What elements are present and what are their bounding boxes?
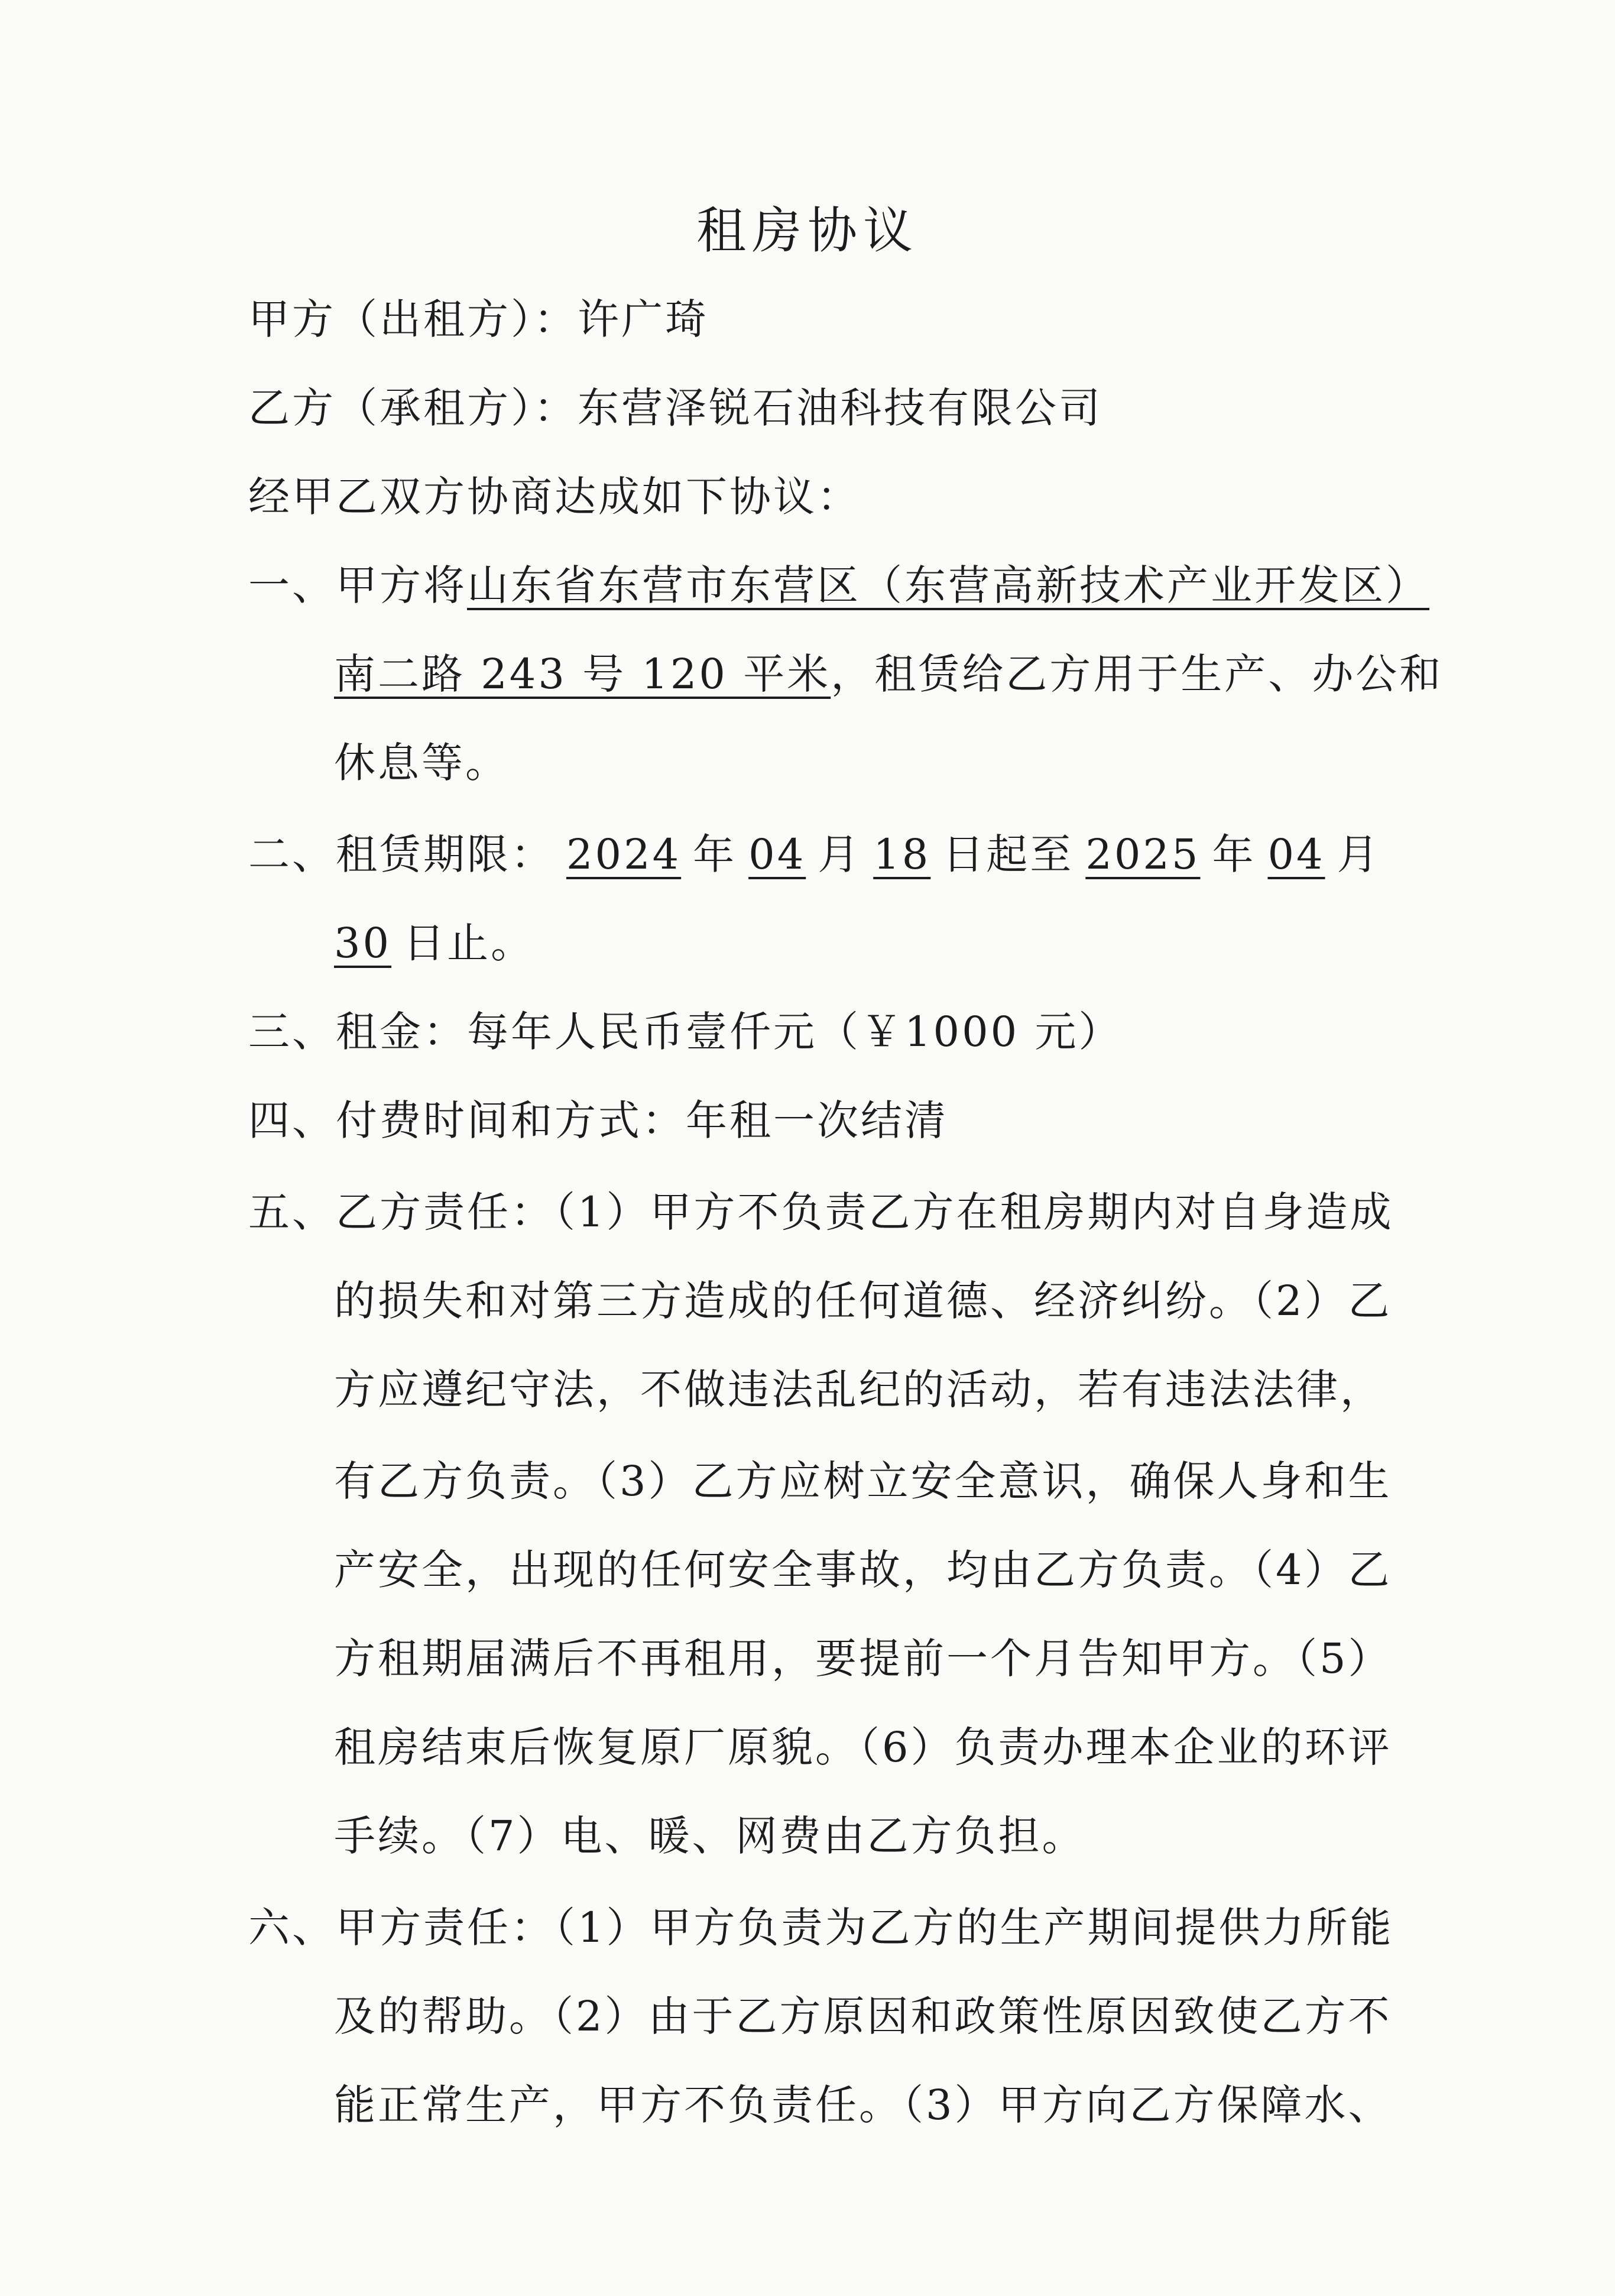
clause1-rest: ，租赁给乙方用于生产、办公和 <box>831 650 1444 698</box>
clause2-line2 <box>334 914 1419 973</box>
end-text: 日止。 <box>403 919 535 967</box>
party-b-name: 东营泽锐石油科技有限公司 <box>578 384 1102 432</box>
clause3-number: 三、 <box>248 1008 336 1056</box>
clause6-text-1: 甲方责任：（1）甲方负责为乙方的生产期间提供力所能 <box>336 1903 1394 1952</box>
clause3-line <box>248 1002 1419 1061</box>
clause2-label: 租赁期限： <box>336 830 554 879</box>
clause5-line4: 有乙方负责。（3）乙方应树立安全意识，确保人身和生 <box>334 1457 1392 1505</box>
party-b-line <box>248 378 1419 438</box>
end-day: 30 <box>334 919 392 967</box>
clause5-line8: 手续。（7）电、暖、网费由乙方负担。 <box>334 1812 1086 1860</box>
clause4-text: 付费时间和方式：年租一次结清 <box>336 1096 948 1145</box>
start-month: 04 <box>748 830 806 879</box>
clause4-number: 四、 <box>248 1096 336 1145</box>
party-a-name: 许广琦 <box>578 295 709 344</box>
clause6-line2: 及的帮助。（2）由于乙方原因和政策性原因致使乙方不 <box>334 1992 1392 2041</box>
party-b-label: 乙方（承租方）： <box>248 384 578 432</box>
clause1-number: 一、 <box>248 561 336 610</box>
clause6-number: 六、 <box>248 1903 336 1952</box>
clause1-line3: 休息等。 <box>334 739 509 787</box>
clause5-number: 五、 <box>248 1188 336 1236</box>
clause1-line1 <box>248 556 1429 615</box>
document-title: 租房协议 <box>696 202 919 260</box>
clause5-line6: 方租期届满后不再租用，要提前一个月告知甲方。（5） <box>334 1634 1392 1683</box>
clause2-number: 二、 <box>248 830 336 879</box>
clause6-line1 <box>248 1898 1419 1957</box>
clause5-text-1: 乙方责任：（1）甲方不负责乙方在租房期内对自身造成 <box>336 1188 1394 1236</box>
start-year-char: 年 <box>693 830 737 879</box>
clause4-line <box>248 1091 1419 1150</box>
start-month-char: 月 <box>818 830 862 879</box>
end-year-char: 年 <box>1212 830 1256 879</box>
party-a-label: 甲方（出租方）： <box>248 295 578 344</box>
end-month: 04 <box>1267 830 1325 879</box>
clause6-line3: 能正常生产，甲方不负责任。（3）甲方向乙方保障水、 <box>334 2081 1392 2129</box>
party-a-line <box>248 290 1419 349</box>
clause5-line3: 方应遵纪守法，不做违法乱纪的活动，若有违法法律， <box>334 1365 1384 1414</box>
clause5-line2: 的损失和对第三方造成的任何道德、经济纠纷。（2）乙 <box>334 1277 1392 1325</box>
clause2-line1 <box>248 825 1419 884</box>
clause1-prefix: 甲方将 <box>336 561 467 610</box>
start-year: 2024 <box>566 830 682 879</box>
clause1-address-part2: 南二路 243 号 120 平米 <box>334 650 831 698</box>
clause5-line1 <box>248 1183 1419 1242</box>
end-month-char: 月 <box>1337 830 1381 879</box>
start-day-text: 日起至 <box>942 830 1074 879</box>
clause1-line2 <box>334 645 1444 704</box>
clause3-text: 租金：每年人民币壹仟元（￥1000 元） <box>336 1008 1123 1056</box>
end-year: 2025 <box>1085 830 1201 879</box>
clause1-address-part1: 山东省东营市东营区（东营高新技术产业开发区） <box>467 561 1429 610</box>
intro-line: 经甲乙双方协商达成如下协议： <box>248 472 861 521</box>
clause5-line7: 租房结束后恢复原厂原貌。（6）负责办理本企业的环评 <box>334 1723 1392 1772</box>
start-day: 18 <box>873 830 931 879</box>
clause5-line5: 产安全，出现的任何安全事故，均由乙方负责。（4）乙 <box>334 1546 1392 1594</box>
